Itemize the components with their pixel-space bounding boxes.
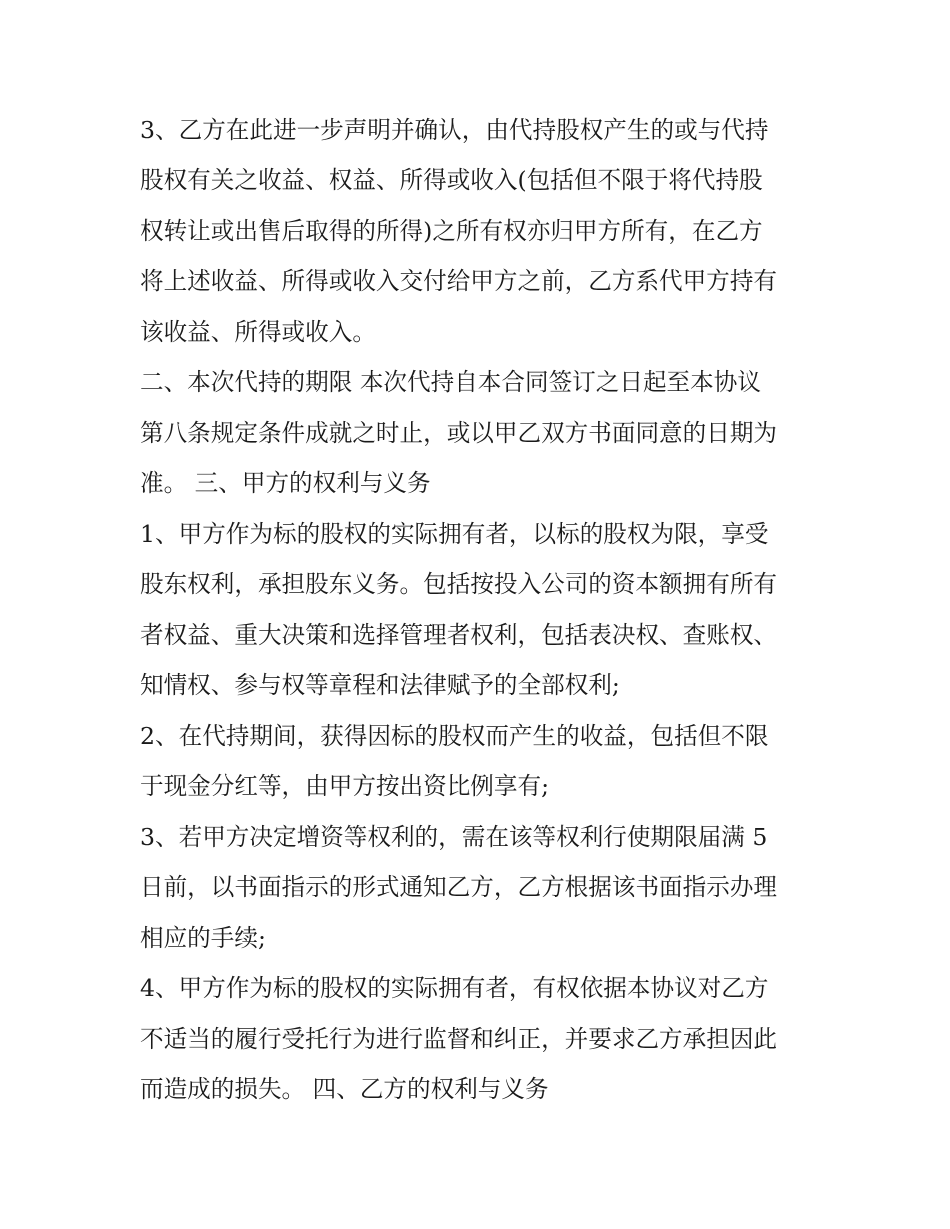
text-line: 2、在代持期间，获得因标的股权而产生的收益，包括但不限 (140, 722, 769, 750)
text-line: 权转让或出售后取得的所得)之所有权亦归甲方所有，在乙方 (140, 217, 763, 245)
text-line: 3、若甲方决定增资等权利的，需在该等权利行使期限届满 5 (140, 823, 768, 851)
text-line: 4、甲方作为标的股权的实际拥有者，有权依据本协议对乙方 (140, 974, 769, 1002)
text-line: 3、乙方在此进一步声明并确认，由代持股权产生的或与代持 (140, 116, 769, 144)
text-line: 不适当的履行受托行为进行监督和纠正，并要求乙方承担因此 (140, 1025, 778, 1053)
text-line: 者权益、重大决策和选择管理者权利，包括表决权、查账权、 (140, 621, 778, 649)
text-line: 于现金分红等，由甲方按出资比例享有; (140, 772, 550, 800)
section-heading-line: 准。 三、甲方的权利与义务 (140, 469, 431, 497)
text-line: 股东权利，承担股东义务。包括按投入公司的资本额拥有所有 (140, 570, 778, 598)
text-line: 知情权、参与权等章程和法律赋予的全部权利; (140, 671, 620, 699)
section-heading-line: 二、本次代持的期限 本次代持自本合同签订之日起至本协议 (140, 368, 761, 396)
text-line: 1、甲方作为标的股权的实际拥有者，以标的股权为限，享受 (140, 520, 769, 548)
section-heading-line: 而造成的损失。 四、乙方的权利与义务 (140, 1075, 549, 1103)
text-line: 日前，以书面指示的形式通知乙方，乙方根据该书面指示办理 (140, 873, 778, 901)
text-line: 该收益、所得或收入。 (140, 318, 376, 346)
text-line: 将上述收益、所得或收入交付给甲方之前，乙方系代甲方持有 (140, 267, 778, 295)
text-line: 股权有关之收益、权益、所得或收入(包括但不限于将代持股 (140, 166, 763, 194)
text-line: 第八条规定条件成就之时止，或以甲乙双方书面同意的日期为 (140, 419, 778, 447)
text-line: 相应的手续; (140, 924, 266, 952)
